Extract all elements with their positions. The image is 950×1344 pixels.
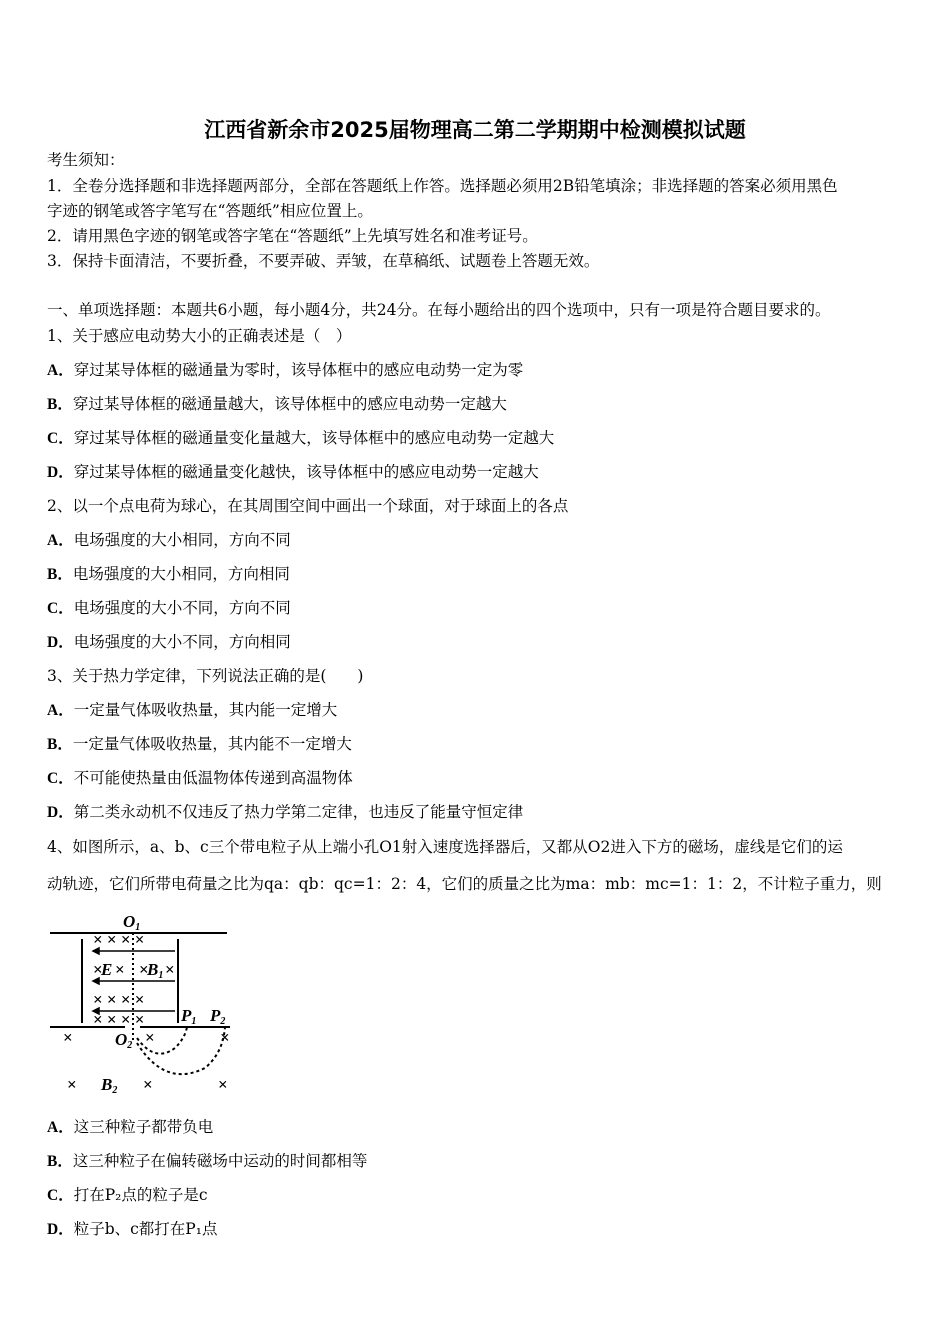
label-e: E <box>101 960 113 979</box>
option-key: B． <box>47 396 73 413</box>
label-b1: B1 <box>147 960 164 981</box>
option-text: 穿过某导体框的磁通量为零时，该导体框中的感应电动势一定为零 <box>73 361 524 379</box>
option-key: A． <box>47 362 74 379</box>
notice-heading: 考生须知： <box>47 151 125 169</box>
option-a <box>47 700 337 721</box>
notice-item: 1．全卷分选择题和非选择题两部分，全部在答题纸上作答。选择题必须用2B铅笔填涂；非选择题的答案必须用黑色 <box>47 177 838 195</box>
svg-text:× × × ×: × × × × <box>93 990 145 1009</box>
option-text: 电场强度的大小不同，方向不同 <box>73 599 291 617</box>
option-key: D． <box>47 1221 74 1238</box>
svg-text:×: × <box>165 960 175 979</box>
label-p1: P1 <box>181 1006 197 1027</box>
option-c <box>47 598 291 619</box>
option-c <box>47 1185 208 1206</box>
option-key: D． <box>47 804 74 821</box>
option-c <box>47 428 554 449</box>
velocity-selector-figure <box>45 903 245 1098</box>
svg-text:×: × <box>220 1028 230 1047</box>
svg-text:×: × <box>93 960 103 979</box>
label-b2: B2 <box>101 1075 118 1096</box>
svg-text:× × × ×: × × × × <box>93 1010 145 1029</box>
option-text: 一定量气体吸收热量，其内能一定增大 <box>73 701 338 719</box>
option-key: D． <box>47 464 74 481</box>
option-c <box>47 768 353 789</box>
option-key: C． <box>47 430 74 447</box>
svg-text:×: × <box>218 1075 228 1094</box>
question-stem-continued: 动轨迹，它们所带电荷量之比为qa：qb：qc=1：2：4，它们的质量之比为ma：mb：mc=1：1：2，不计粒子重力，则 <box>47 875 882 893</box>
option-text: 电场强度的大小相同，方向不同 <box>73 531 291 549</box>
svg-text:×: × <box>143 1075 153 1094</box>
svg-text:×: × <box>115 960 125 979</box>
option-b <box>47 734 352 755</box>
label-p2: P2 <box>210 1006 226 1027</box>
option-text: 一定量气体吸收热量，其内能不一定增大 <box>72 735 352 753</box>
svg-text:×: × <box>67 1075 77 1094</box>
option-text: 第二类永动机不仅违反了热力学第二定律，也违反了能量守恒定律 <box>73 803 524 821</box>
option-text: 粒子b、c都打在P₁点 <box>73 1220 218 1238</box>
option-text: 穿过某导体框的磁通量变化量越大，该导体框中的感应电动势一定越大 <box>73 429 555 447</box>
section-heading: 一、单项选择题：本题共6小题，每小题4分，共24分。在每小题给出的四个选项中，只有一项是符合题目要求的。 <box>47 301 831 319</box>
notice-item: 2．请用黑色字迹的钢笔或答字笔在“答题纸”上先填写姓名和准考证号。 <box>47 227 538 245</box>
option-key: A． <box>47 702 74 719</box>
option-text: 这三种粒子都带负电 <box>73 1118 214 1136</box>
option-text: 这三种粒子在偏转磁场中运动的时间都相等 <box>72 1152 368 1170</box>
svg-text:×: × <box>139 960 149 979</box>
question-stem: 1、关于感应电动势大小的正确表述是（ ） <box>47 327 352 345</box>
option-key: B． <box>47 1153 73 1170</box>
option-key: C． <box>47 1187 74 1204</box>
option-text: 穿过某导体框的磁通量越大，该导体框中的感应电动势一定越大 <box>72 395 507 413</box>
option-key: D． <box>47 634 74 651</box>
option-a <box>47 1117 213 1138</box>
option-b <box>47 564 290 585</box>
option-text: 电场强度的大小不同，方向相同 <box>73 633 291 651</box>
option-text: 不可能使热量由低温物体传递到高温物体 <box>73 769 353 787</box>
option-a <box>47 360 523 381</box>
svg-text:×: × <box>63 1028 73 1047</box>
label-o2: O2 <box>115 1030 133 1051</box>
option-key: A． <box>47 1119 74 1136</box>
page-title: 江西省新余市2025届物理高二第二学期期中检测模拟试题 <box>204 118 746 142</box>
option-key: A． <box>47 532 74 549</box>
option-text: 穿过某导体框的磁通量变化越快，该导体框中的感应电动势一定越大 <box>73 463 539 481</box>
label-o1: O1 <box>123 912 141 933</box>
option-key: C． <box>47 600 74 617</box>
question-stem: 3、关于热力学定律，下列说法正确的是( ) <box>47 667 364 685</box>
option-a <box>47 530 291 551</box>
svg-text:×: × <box>145 1028 155 1047</box>
option-key: C． <box>47 770 74 787</box>
option-key: B． <box>47 566 73 583</box>
notice-item: 3．保持卡面清洁，不要折叠，不要弄破、弄皱，在草稿纸、试题卷上答题无效。 <box>47 252 600 270</box>
option-text: 电场强度的大小相同，方向相同 <box>72 565 290 583</box>
option-key: B． <box>47 736 73 753</box>
notice-item: 字迹的钢笔或答字笔写在“答题纸”相应位置上。 <box>47 202 373 220</box>
option-b <box>47 394 507 415</box>
svg-text:× × × ×: × × × × <box>93 930 145 949</box>
option-text: 打在P₂点的粒子是c <box>73 1186 208 1204</box>
option-d <box>47 1219 217 1240</box>
question-stem: 4、如图所示，a、b、c三个带电粒子从上端小孔O1射入速度选择器后，又都从O2进入下方的磁场，虚线是它们的运 <box>47 838 843 856</box>
option-d <box>47 802 523 823</box>
option-d <box>47 462 539 483</box>
option-d <box>47 632 291 653</box>
question-stem: 2、以一个点电荷为球心，在其周围空间中画出一个球面，对于球面上的各点 <box>47 497 569 515</box>
option-b <box>47 1151 367 1172</box>
